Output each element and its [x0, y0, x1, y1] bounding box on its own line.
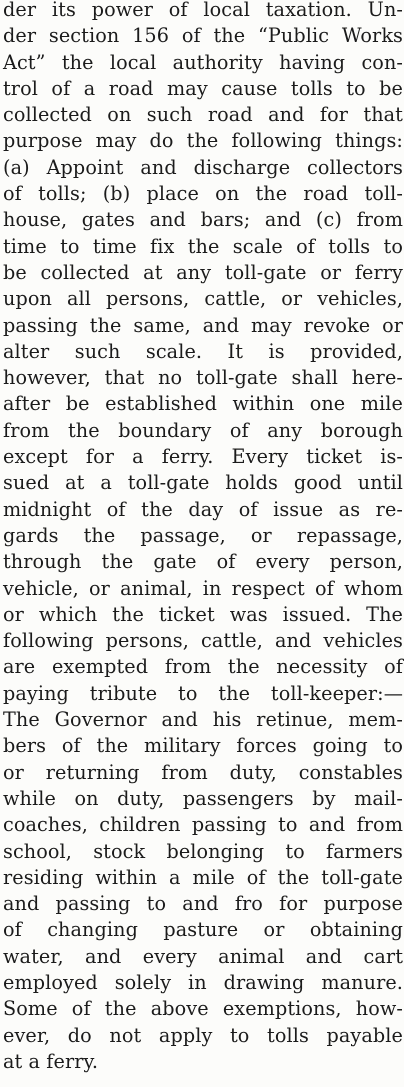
text-line: while on duty, passengers by mail-	[3, 786, 403, 810]
text-line: gards the passage, or repassage,	[3, 523, 403, 547]
text-line: employed solely in drawing manure.	[3, 970, 403, 994]
text-line: paying tribute to the toll-keeper:—	[3, 681, 403, 705]
text-line: be collected at any toll-gate or ferry	[3, 260, 403, 284]
text-line: and passing to and fro for purpose	[3, 892, 403, 916]
text-line: water, and every animal and cart	[3, 944, 403, 968]
text-line: vehicle, or animal, in respect of whom	[3, 576, 403, 600]
text-line: (a) Appoint and discharge collectors	[3, 155, 403, 179]
text-line: school, stock belonging to farmers	[3, 839, 403, 863]
text-line: at a ferry.	[3, 1049, 99, 1073]
text-line: sued at a toll-gate holds good until	[3, 471, 403, 495]
text-line: trol of a road may cause tolls to be	[3, 76, 403, 100]
text-line: der its power of local taxation. Un-	[3, 0, 403, 21]
text-line: upon all persons, cattle, or vehicles,	[3, 287, 403, 311]
text-line: or which the ticket was issued. The	[3, 602, 403, 626]
text-line: passing the same, and may revoke or	[3, 313, 403, 337]
article-column	[3, 0, 403, 1075]
text-line: residing within a mile of the toll-gate	[3, 865, 403, 889]
text-line: time to time fix the scale of tolls to	[3, 234, 403, 258]
text-line: coaches, children passing to and from	[3, 813, 403, 837]
text-line: after be established within one mile	[3, 392, 403, 416]
text-line: Act” the local authority having con-	[3, 50, 403, 74]
text-line: ever, do not apply to tolls payable	[3, 1023, 403, 1047]
text-line: from the boundary of any borough	[3, 418, 403, 442]
text-line: following persons, cattle, and vehicles	[3, 629, 403, 653]
text-line: are exempted from the necessity of	[3, 655, 403, 679]
text-line: alter such scale. It is provided,	[3, 339, 403, 363]
text-line: Some of the above exemptions, how-	[3, 997, 403, 1021]
text-line: collected on such road and for that	[3, 103, 403, 127]
text-line: midnight of the day of issue as re-	[3, 497, 403, 521]
text-line: or returning from duty, constables	[3, 760, 403, 784]
text-line: The Governor and his retinue, mem-	[3, 708, 403, 732]
text-line: through the gate of every person,	[3, 550, 403, 574]
text-line: der section 156 of the “Public Works	[3, 24, 403, 48]
text-line: however, that no toll-gate shall here-	[3, 366, 403, 390]
text-line: house, gates and bars; and (c) from	[3, 208, 403, 232]
text-line: of changing pasture or obtaining	[3, 918, 403, 942]
text-line: of tolls; (b) place on the road toll-	[3, 182, 403, 206]
text-line: purpose may do the following things:	[3, 129, 403, 153]
text-line: bers of the military forces going to	[3, 734, 403, 758]
text-line: except for a ferry. Every ticket is-	[3, 445, 403, 469]
